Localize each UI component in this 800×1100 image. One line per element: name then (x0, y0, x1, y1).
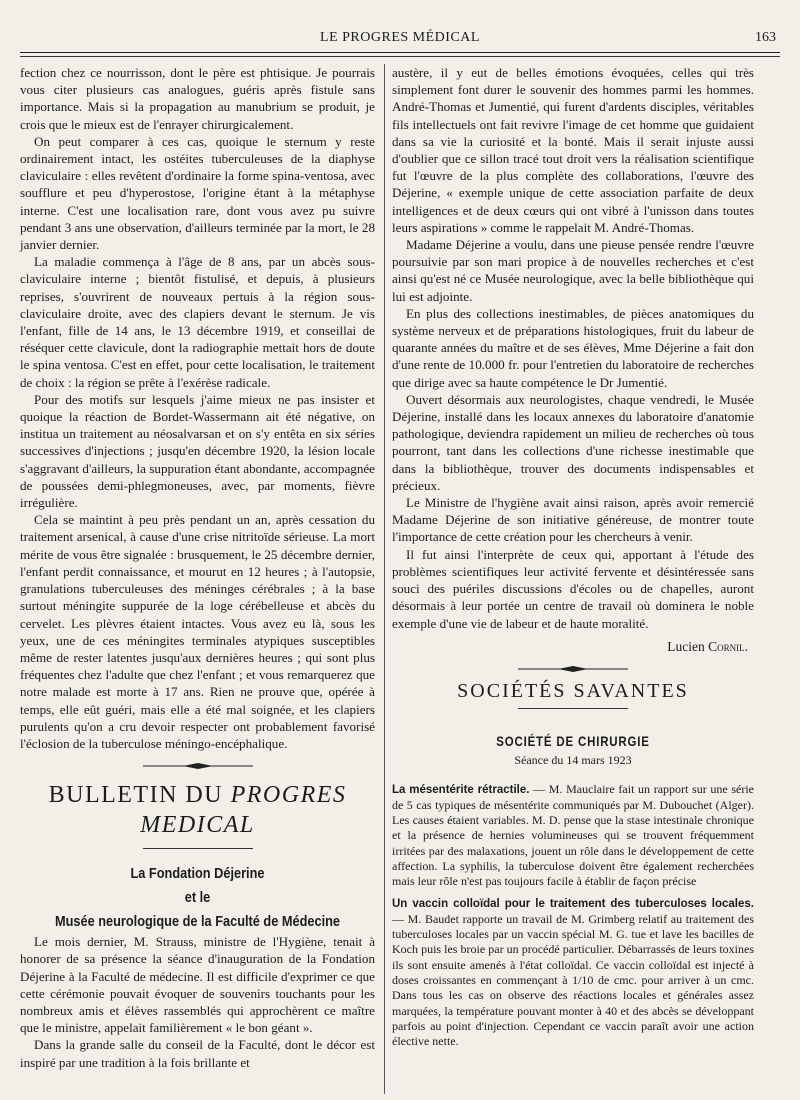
report-paragraph (392, 896, 754, 1050)
right-column (392, 64, 754, 1050)
section-title: SOCIÉTÉS SAVANTES (457, 679, 689, 702)
signature-last: Cornil. (708, 638, 748, 654)
report-text: — M. Baudet rapporte un travail de M. Grimberg relatif au traitement des tuberculoses locales par un vaccin spécial M. G. tue et lave les bacilles de Koch puis les broie par un procédé particulier. Débarrassés de leurs toxines ils sont ensuite amenés à l'état colloïdal. Ce vaccin colloïdal est injecté à doses croissantes en commençant à 1/10 de cmc. pour arriver à un cmc. Dans tous les cas on observe des réactions locales et générales assez marquées, la température pouvant monter à 40 et des abcès se développant parfois au point d'injection. Cependant ce vaccin paraît avoir une action élective nette. (392, 911, 754, 1049)
bulletin-title (20, 780, 375, 840)
paragraph: La maladie commença à l'âge de 8 ans, par un abcès sous-claviculaire interne ; bientôt fistulisé, et depuis, à plusieurs reprises, s'ouvrirent de nouveaux pertuis à la région sous-claviculaire droite, avec des clapiers devant le sternum. Je vis l'enfant, fille de 14 ans, le 13 décembre 1919, et conseillai de réséquer cette clavicule, dont la radiographie mettait hors de doute le spina ventosa. C'est en effet, pour cette localisation, le traitement de choix : la région se prête à l'exérèse radicale. (20, 254, 375, 390)
paragraph: Ouvert désormais aux neurologistes, chaque vendredi, le Musée Déjerine, installé dans les locaux annexes du laboratoire d'anatomie pathologique, deviendra rapidement un milieu de recherches où tous pourront, tant dans les collections d'une richesse inestimable que dans la bibliothèque, trouver des documents indispensables et précieux. (392, 391, 754, 493)
paragraph: fection chez ce nourrisson, dont le père est phtisique. Je pourrais vous citer plusieurs cas analogues, guéris après fistule sans importance. Mais si la propagation au manubrium se produit, je crois que le mieux est de l'enrayer chirurgicalement. (20, 65, 375, 132)
paragraph: Le Ministre de l'hygiène avait ainsi raison, après avoir remercié Madame Déjerine de son initiative généreuse, de montrer toute l'importance de cette création pour les chercheurs à venir. (392, 495, 754, 545)
signature (392, 638, 748, 655)
society-report (392, 782, 754, 1050)
section-ornament (392, 665, 754, 673)
report-paragraph (392, 782, 754, 890)
page-number: 163 (755, 30, 776, 45)
article-title-line: et le (184, 890, 211, 907)
page-header (20, 30, 780, 50)
header-rule-thin (20, 56, 780, 57)
paragraph: Cela se maintint à peu près pendant un an, après cessation du traitement arsenical, à cause d'une crise nitritoïde sérieuse. La mort mérite de vous être signalée : brusquement, le 25 décembre dernier, l'enfant perdit connaissance, et mourut en 12 heures ; à l'autopsie, granulations tuberculeuses des méninges cérébrales ; à la base surtout méningite suppurée de la loge cérébelleuse et abcès du cervelet. Les plèvres étaient intactes. Vous avez eu là, sous les yeux, une de ces méningites terminales atypiques susceptibles même de rester latentes jusqu'aux dernières heures ; qui sont plus fréquentes chez l'adulte que chez l'enfant ; et vous remarquerez que notre malade est morte à 17 ans. Rien ne prouve que, opérée à temps, elle eût guéri, mais elle a été mal soignée, et les clapiers purulents qu'on a cru devoir respecter ont probablement favorisé l'éclosion de la tuberculose méningo-encéphalique. (20, 512, 375, 751)
bulletin-prefix: BULLETIN DU (48, 782, 231, 809)
title-rule (143, 848, 253, 849)
report-text: — M. Mauclaire fait un rapport sur une série de 5 cas typiques de mésentérite communiqués par M. Dubouchet (Alger). Les causes étaient variables. M. D. pense que la stase intestinale chronique et la présence de hernies volumineuses qui se trouvent fréquemment irritées par des malaxations, jouent un rôle dans le développement de cette affection. La syphilis, la tuberculose doivent être également recherchées mais leur rôle n'est pas toujours facile à établir de façon précise (392, 781, 754, 889)
article-title-line: Musée neurologique de la Faculté de Médecine (54, 914, 341, 931)
signature-first: Lucien (667, 638, 709, 654)
header-rule (20, 52, 780, 53)
paragraph: Pour des motifs sur lesquels j'aime mieux ne pas insister et quoique la réaction de Bordet-Wassermann ait été négative, on institua un traitement au néosalvarsan et on s'y entêta en six séries successives d'injections ; jusqu'en décembre 1920, la lésion locale s'aggravant d'ailleurs, la suppuration étant abondante, accompagnée de poussées demi-phlegmoneuses, avec, par moments, fièvre irrégulière. (20, 391, 375, 511)
paragraph: On peut comparer à ces cas, quoique le sternum y reste ordinairement intact, les ostéites tuberculeuses de la diaphyse claviculaire : elles revêtent d'ordinaire la forme spina-ventosa, avec soufflure et peu d'hyperostose, l'origine étant à la métaphyse interne. C'est une localisation rare, dont vous avez pu suivre pendant 3 ans une observation, d'ailleurs terminée par la mort, le 28 janvier dernier. (20, 133, 375, 253)
running-title: LE PROGRES MÉDICAL (320, 30, 480, 45)
paragraph: Il fut ainsi l'interprète de ceux qui, apportant à l'étude des problèmes scientifiques leur activité fervente et désintéressée sans souci des puériles discussions d'écoles ou de chapelles, auront désormais à leur portée un centre de travail où dominera le noble exemple d'une vie de labeur et de haute moralité. (392, 546, 754, 631)
left-column (20, 64, 375, 1071)
paragraph: En plus des collections inestimables, de pièces anatomiques du système nerveux et de préparations histologiques, fruit du labeur de quarante années du maître et de ses élèves, Mme Déjerine a fait don d'une rente de 10.000 fr. pour l'entretien du laboratoire de recherches que dirige avec sa haute compétence le Dr Jumentié. (392, 305, 754, 390)
section-ornament (20, 762, 375, 770)
report-heading: Un vaccin colloïdal pour le traitement des tuberculoses locales. (392, 897, 754, 910)
paragraph: Dans la grande salle du conseil de la Faculté, dont le décor est inspiré par une tradition à la fois brillante et (20, 1037, 375, 1070)
article-heading (41, 863, 353, 933)
article-title-line: La Fondation Déjerine (130, 866, 265, 883)
society-date: Séance du 14 mars 1923 (514, 753, 632, 768)
bulletin-journal-name: PROGRES MEDICAL (140, 782, 347, 839)
column-divider (384, 64, 385, 1094)
paragraph: austère, il y eut de belles émotions évoquées, celles qui très simplement font durer le souvenir des hommes parmi les hommes. André-Thomas et Jumentié, qui furent d'ardents disciples, véritables fils intellectuels ont fait revivre l'image de cet homme que guidaient dans sa vie la curiosité et la bonté. Mais il serait injuste aussi d'oublier que ce sillon tracé tout droit vers la réalisation scientifique fut l'œuvre de la plus complète des collaborations, l'œuvre des Déjerine, « exemple unique de cette association parfaite de deux intelligences et de deux cœurs qui ont vibré à l'unisson dans toutes leurs aspirations » comme le rappelait M. André-Thomas. (392, 65, 754, 235)
title-rule (518, 708, 628, 709)
paragraph: Madame Déjerine a voulu, dans une pieuse pensée rendre l'œuvre poursuivie par son mari propice à de nouvelles recherches et c'est ainsi qu'est né ce Musée neurologique, avec la belle bibliothèque qui lui est adjointe. (392, 237, 754, 304)
society-title: SOCIÉTÉ DE CHIRURGIE (496, 733, 650, 750)
paragraph: Le mois dernier, M. Strauss, ministre de l'Hygiène, tenait à honorer de sa présence la séance d'inauguration de la Fondation Déjerine à la Faculté de médecine. Il est difficile d'exprimer ce que cette cérémonie pouvait évoquer de souvenirs touchants pour les nombreux amis et élèves rassemblés qui approchèrent ce maître que le ministre, appelait familièrement « le bon géant ». (20, 934, 375, 1036)
report-heading: La mésentérite rétractile. (392, 783, 530, 796)
